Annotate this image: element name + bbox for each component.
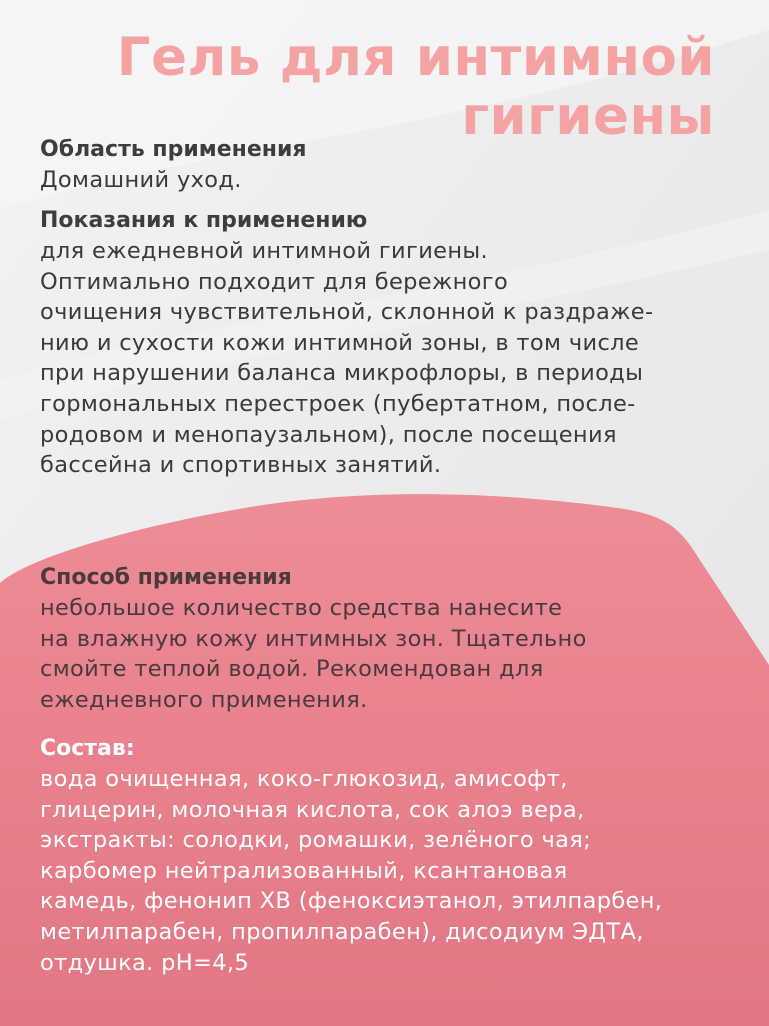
- section-text-line: отдушка. pH=4,5: [40, 949, 250, 976]
- page-title-line-1: Гель для интимной: [116, 27, 715, 88]
- section-text-line: на влажную кожу интимных зон. Тщательно: [40, 625, 587, 652]
- section-composition: [40, 734, 740, 978]
- section-text-line: Домашний уход.: [40, 167, 242, 193]
- section-text-line: экстракты: солодки, ромашки, зелёного чая;: [40, 827, 592, 854]
- section-text-line: небольшое количество средства нанесите: [40, 595, 563, 621]
- section-text-line: при нарушении баланса микрофлоры, в периоды: [40, 360, 644, 387]
- section-indications: [40, 206, 740, 481]
- section-text-line: очищения чувствительной, склонной к раздраже-: [40, 299, 654, 326]
- page-title: [117, 28, 715, 146]
- section-text-line: карбомер нейтрализованный, ксантановая: [40, 857, 568, 884]
- section-text-line: для ежедневной интимной гигиены.: [40, 238, 489, 264]
- section-heading-usage: Способ применения: [40, 565, 292, 590]
- section-text-line: вода очищенная, коко-глюкозид, амисофт,: [40, 766, 568, 792]
- section-text-line: камедь, фенонип ХВ (феноксиэтанол, этилпарбен,: [40, 888, 663, 915]
- section-heading-indications: Показания к применению: [40, 208, 368, 233]
- section-heading-application-area: Область применения: [40, 137, 307, 162]
- section-text-line: Оптимально подходит для бережного: [40, 268, 509, 295]
- section-heading-composition: Состав:: [40, 736, 135, 761]
- section-text-line: бассейна и спортивных занятий.: [40, 452, 442, 479]
- section-text-line: глицерин, молочная кислота, сок алоэ вера,: [40, 796, 585, 823]
- section-text-line: родовом и менопаузальном), после посещения: [40, 421, 617, 448]
- section-text-line: гормональных перестроек (пубертатном, после-: [40, 390, 636, 417]
- section-application-area: [40, 135, 740, 196]
- section-text-line: ежедневного применения.: [40, 686, 368, 713]
- section-text-line: нию и сухости кожи интимной зоны, в том числе: [40, 329, 640, 356]
- page-title-line-2: гигиены: [461, 86, 715, 147]
- section-usage: [40, 563, 740, 715]
- section-text-line: смойте теплой водой. Рекомендован для: [40, 656, 544, 683]
- section-text-line: метилпарабен, пропилпарабен), дисодиум ЭДТА,: [40, 918, 644, 945]
